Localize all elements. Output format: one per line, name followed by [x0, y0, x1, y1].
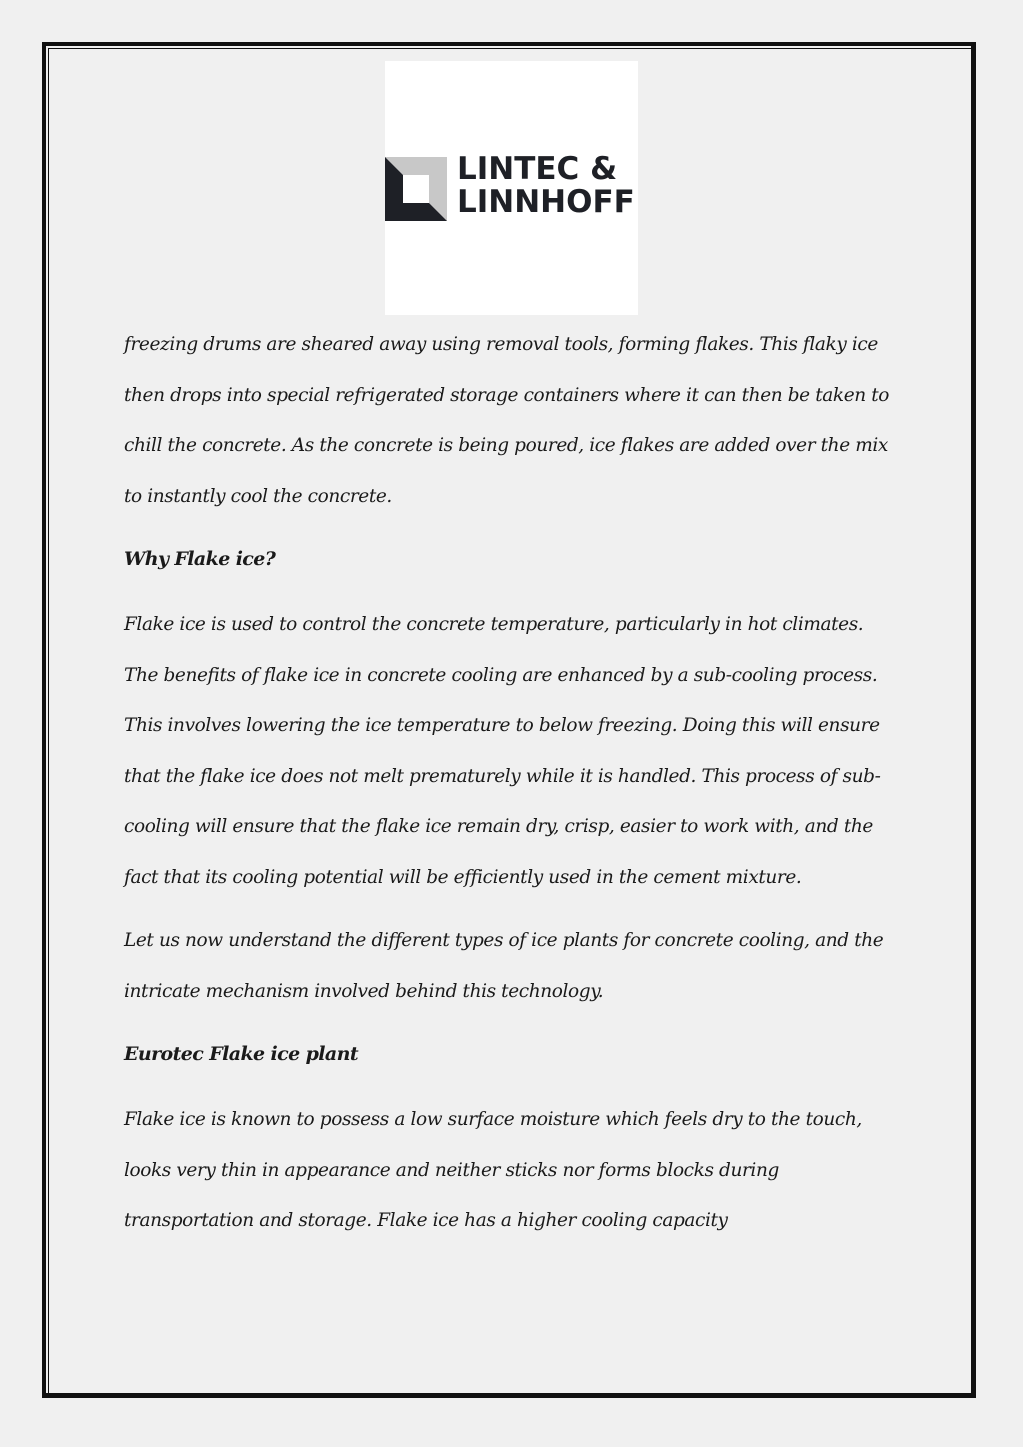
logo-line-2: LINNHOFF [457, 184, 635, 220]
paragraph-ice-plant-types: Let us now understand the different types of ice plants for concrete cooling, and the intricate mechanism involved behind this technology. [124, 930, 884, 1002]
paragraph-flake-ice-properties: Flake ice is known to possess a low surface moisture which feels dry to the touch, looks very thin in appearance and neither sticks nor forms blocks during transportation and storage. Flake ice has a higher cooling capacity [124, 1109, 862, 1231]
logo-mark-icon [385, 157, 447, 221]
logo [385, 61, 638, 315]
logo-wordmark [457, 153, 635, 219]
logo-line-1: LINTEC & [457, 151, 618, 187]
heading-eurotec-plant: Eurotec Flake ice plant [124, 1043, 359, 1065]
paragraph-flake-ice-usage: Flake ice is used to control the concrete temperature, particularly in hot climates. The benefits of flake ice in concrete cooling are enhanced by a sub-cooling process. This involves lowering the ice temperature to below freezing. Doing this will ensure that the flake ice does not melt prematurely while it is handled. This process of sub-cooling will ensure that the flake ice remain dry, crisp, easier to work with, and the fact that its cooling potential will be efficiently used in the cement mixture. [124, 614, 881, 888]
heading-why-flake-ice: Why Flake ice? [124, 548, 276, 570]
paragraph-intro: freezing drums are sheared away using removal tools, forming flakes. This flaky ice then drops into special refrigerated storage containers where it can then be taken to chill the concrete. As the concrete is being poured, ice flakes are added over the mix to instantly cool the concrete. [124, 334, 890, 507]
